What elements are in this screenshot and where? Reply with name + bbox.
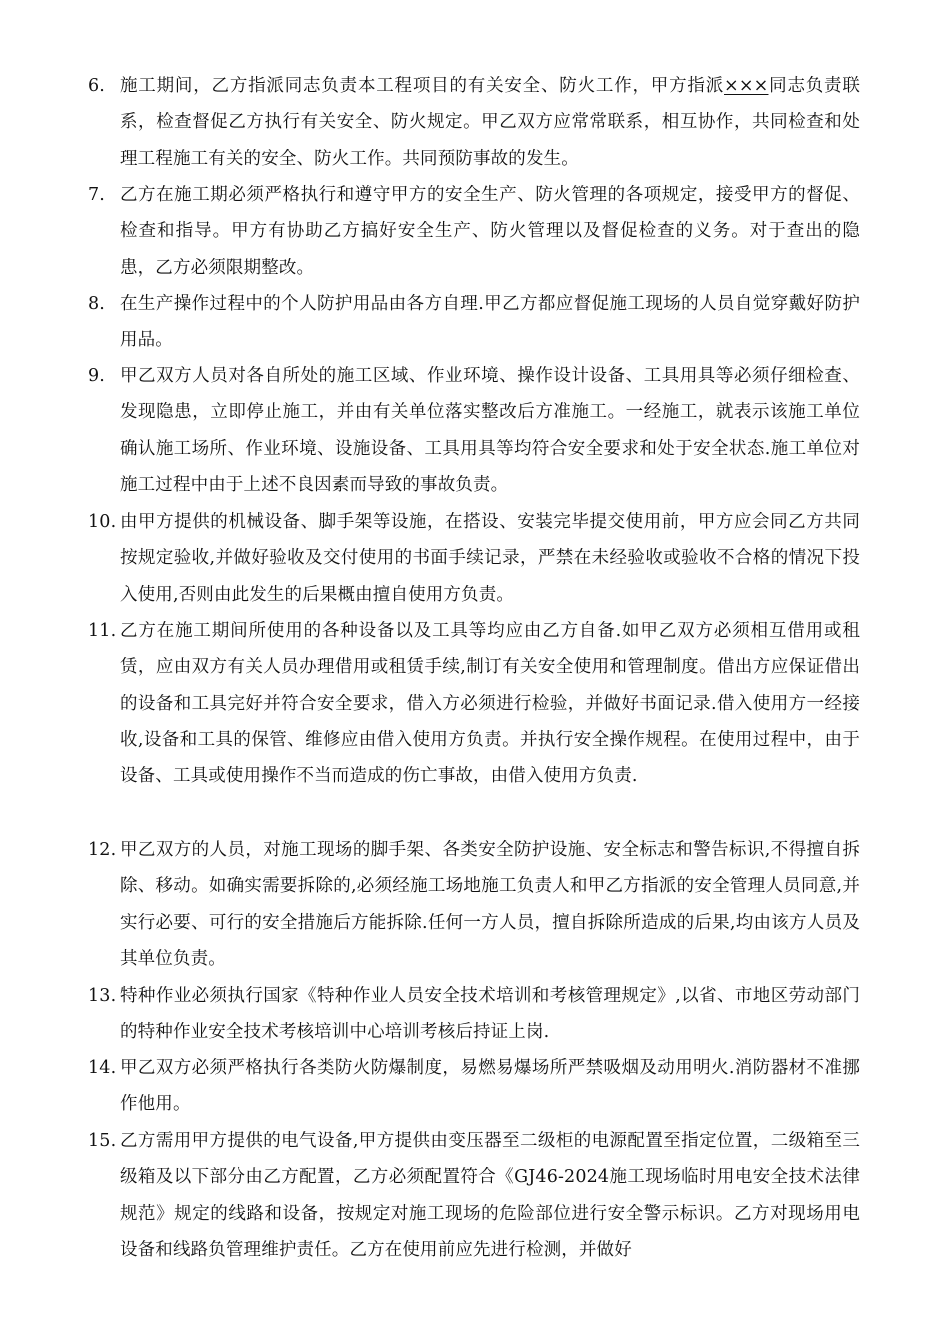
- clause-text: 甲乙双方必须严格执行各类防火防爆制度，易燃易爆场所严禁吸烟及动用明火.消防器材不准挪作他用。: [120, 1058, 860, 1115]
- clause-12: [88, 832, 860, 977]
- clause-14: [88, 1050, 860, 1123]
- clause-11: [88, 613, 860, 794]
- clause-number: 6.: [88, 76, 105, 96]
- clause-text: 甲乙双方的人员，对施工现场的脚手架、各类安全防护设施、安全标志和警告标识,不得擅自拆除、移动。如确实需要拆除的,必须经施工场地施工负责人和甲乙方指派的安全管理人员同意,并实行必要、可行的安全措施后方能拆除.任何一方人员，擅自拆除所造成的后果,均由该方人员及其单位负责。: [120, 840, 860, 969]
- clause-text: 在生产操作过程中的个人防护用品由各方自理.甲乙方都应督促施工现场的人员自觉穿戴好防护用品。: [120, 294, 860, 351]
- clause-number: 9.: [88, 366, 105, 386]
- clause-10: [88, 504, 860, 613]
- clause-number: 7.: [88, 185, 105, 205]
- clause-number: 11.: [88, 621, 117, 641]
- clause-7: [88, 177, 860, 286]
- clause-text: 由甲方提供的机械设备、脚手架等设施，在搭设、安装完毕提交使用前，甲方应会同乙方共同按规定验收,并做好验收及交付使用的书面手续记录，严禁在未经验收或验收不合格的情况下投入使用,否则由此发生的后果概由擅自使用方负责。: [120, 512, 860, 605]
- clause-number: 12.: [88, 840, 117, 860]
- clause-number: 13.: [88, 986, 117, 1006]
- clause-8: [88, 286, 860, 359]
- clause-number: 15.: [88, 1131, 117, 1151]
- clause-text: 甲乙双方人员对各自所处的施工区域、作业环境、操作设计设备、工具用具等必须仔细检查、发现隐患，立即停止施工，并由有关单位落实整改后方准施工。一经施工，就表示该施工单位确认施工场所、作业环境、设施设备、工具用具等均符合安全要求和处于安全状态.施工单位对施工过程中由于上述不良因素而导致的事故负责。: [120, 366, 860, 495]
- clause-15: [88, 1123, 860, 1268]
- underlined-placeholder: ×××: [724, 76, 769, 96]
- clause-6: [88, 68, 860, 177]
- clause-text-part: 同志负责联系，检查督促乙方执行有关安全、防火规定。甲乙双方应常常联系，相互协作，共同检查和处理工程施工有关的安全、防火工作。共同预防事故的发生。: [120, 76, 861, 169]
- clause-text: 乙方需用甲方提供的电气设备,甲方提供由变压器至二级柜的电源配置至指定位置，二级箱至三级箱及以下部分由乙方配置，乙方必须配置符合《GJ46-2024施工现场临时用电安全技术法律规范》规定的线路和设备，按规定对施工现场的危险部位进行安全警示标识。乙方对现场用电设备和线路负管理维护责任。乙方在使用前应先进行检测，并做好: [120, 1131, 860, 1260]
- clause-text-part: 施工期间，乙方指派同志负责本工程项目的有关安全、防火工作，甲方指派: [120, 76, 725, 96]
- clause-text: [120, 68, 860, 177]
- clause-13: [88, 978, 860, 1051]
- clause-number: 10.: [88, 512, 117, 532]
- clause-9: [88, 358, 860, 503]
- clause-text: 特种作业必须执行国家《特种作业人员安全技术培训和考核管理规定》,以省、市地区劳动部门的特种作业安全技术考核培训中心培训考核后持证上岗.: [120, 986, 860, 1043]
- clause-number: 8.: [88, 294, 105, 314]
- clause-text: 乙方在施工期必须严格执行和遵守甲方的安全生产、防火管理的各项规定，接受甲方的督促、检查和指导。甲方有协助乙方搞好安全生产、防火管理以及督促检查的义务。对于查出的隐患，乙方必须限期整改。: [120, 185, 860, 278]
- clause-text: 乙方在施工期间所使用的各种设备以及工具等均应由乙方自备.如甲乙双方必须相互借用或租赁，应由双方有关人员办理借用或租赁手续,制订有关安全使用和管理制度。借出方应保证借出的设备和工具完好并符合安全要求，借入方必须进行检验，并做好书面记录.借入使用方一经接收,设备和工具的保管、维修应由借入使用方负责。并执行安全操作规程。在使用过程中，由于设备、工具或使用操作不当而造成的伤亡事故，由借入使用方负责.: [120, 621, 860, 787]
- clause-number: 14.: [88, 1058, 117, 1078]
